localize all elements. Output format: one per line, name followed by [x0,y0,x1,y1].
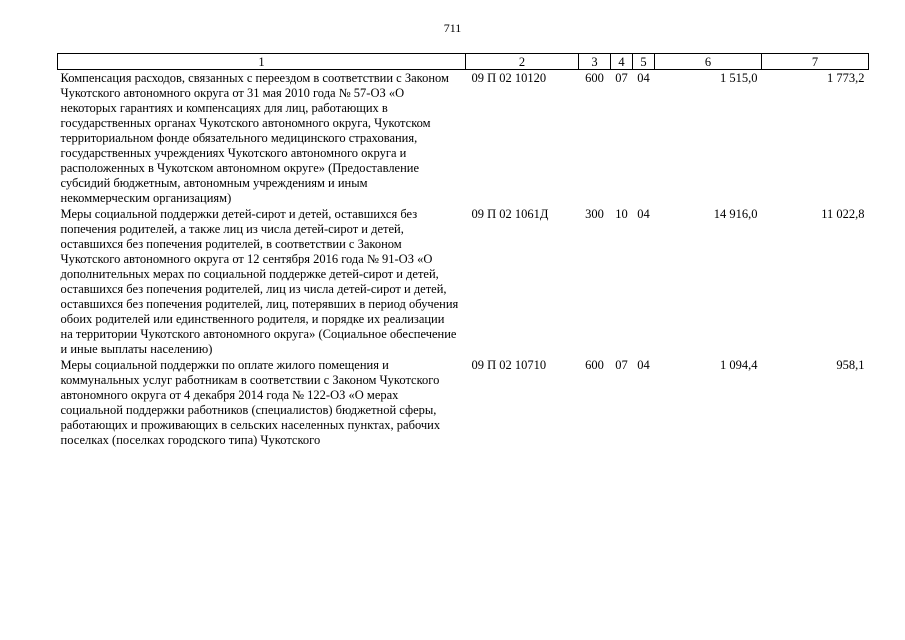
row-name: Меры социальной поддержки по оплате жилого помещения и коммунальных услуг работникам в соответствии с Законом Чукотского автономного округа от 4 декабря 2014 года № 122-ОЗ «О мерах социальной поддержки работников (специалистов) бюджетной сферы, работающих и проживающих в сельских населенных пунктах, рабочих поселках (поселках городского типа) Чукотского [60,358,441,447]
row-code: 09 П 02 10120 [471,71,547,85]
header-col-3: 3 [579,54,611,70]
row-col-4: 10 [615,207,628,221]
table-row [58,70,869,207]
header-col-4: 4 [611,54,633,70]
table-row [58,357,869,448]
row-col-5: 04 [637,207,650,221]
row-col-3: 600 [585,358,604,372]
header-col-7: 7 [762,54,869,70]
table-header-row [58,54,869,70]
row-col-7: 958,1 [836,358,865,372]
page-number: 711 [443,21,462,35]
row-col-5: 04 [637,71,650,85]
row-col-3: 600 [585,71,604,85]
row-col-4: 07 [615,358,628,372]
header-col-5: 5 [633,54,655,70]
row-col-7: 1 773,2 [827,71,865,85]
row-col-5: 04 [637,358,650,372]
header-col-2: 2 [466,54,579,70]
row-col-6: 1 094,4 [720,358,758,372]
row-name: Компенсация расходов, связанных с переездом в соответствии с Законом Чукотского автономного округа от 31 мая 2010 года № 57-ОЗ «О некоторых гарантиях и компенсациях для лиц, работающих в государственных органах Чукотского автономного округа, Чукотском территориальном фонде обязательного медицинского страхования, государственных учреждениях Чукотского автономного округа и расположенных в Чукотском автономном округе» (Предоставление субсидий бюджетным, автономным учреждениям и иным некоммерческим организациям) [60,71,449,205]
row-col-4: 07 [615,71,628,85]
budget-table [57,53,869,448]
header-col-1: 1 [58,54,466,70]
row-col-3: 300 [585,207,604,221]
row-code: 09 П 02 1061Д [471,207,549,221]
row-name: Меры социальной поддержки детей-сирот и детей, оставшихся без попечения родителей, а также лиц из числа детей-сирот и детей, оставшихся без попечения родителей, в соответствии с Законом Чукотского автономного округа от 12 сентября 2016 года № 91-ОЗ «О дополнительных мерах по социальной поддержке детей-сирот и детей, оставшихся без попечения родителей, лиц из числа детей-сирот и детей, оставшихся без попечения родителей, лиц, потерявших в период обучения обоих родителей или единственного родителя, и порядке их реализации на территории Чукотского автономного округа» (Социальное обеспечение и иные выплаты населению) [60,207,459,356]
row-col-7: 11 022,8 [821,207,865,221]
table-row [58,206,869,357]
row-col-6: 14 916,0 [713,207,758,221]
row-code: 09 П 02 10710 [471,358,547,372]
header-col-6: 6 [655,54,762,70]
row-col-6: 1 515,0 [720,71,758,85]
